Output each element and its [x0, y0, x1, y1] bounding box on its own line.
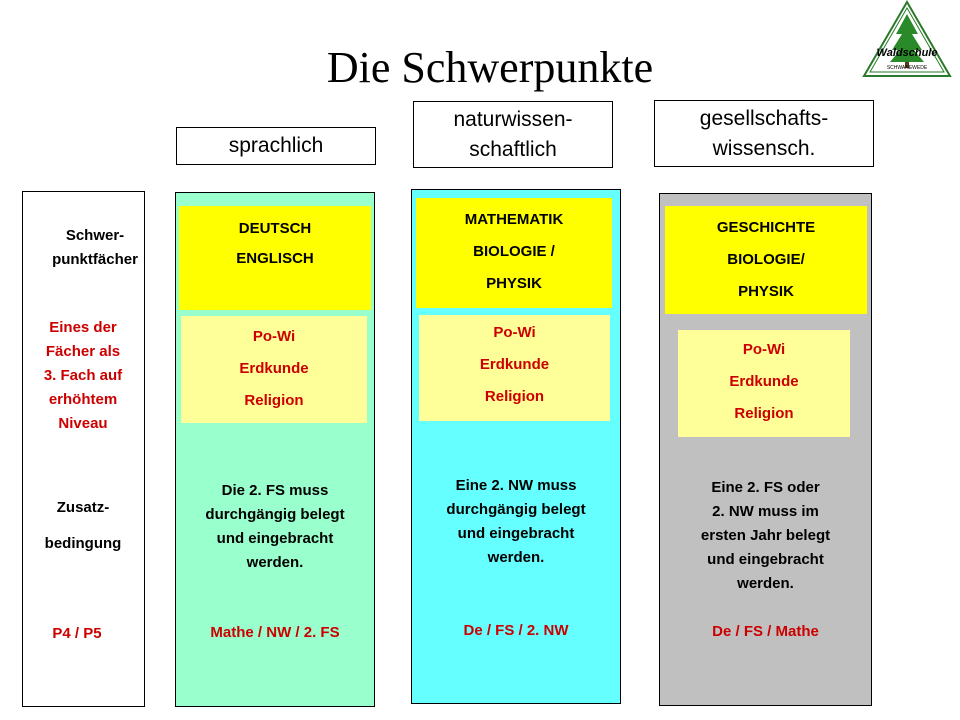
condition-line: werden.: [246, 554, 304, 571]
logo-subtext: SCHWANEWEDE: [886, 65, 928, 71]
gesell-condition: [659, 476, 872, 596]
natur-third-subjects: [419, 315, 610, 421]
subject-item: MATHEMATIK: [464, 211, 564, 228]
third-subject-item: Po-Wi: [493, 324, 536, 341]
subject-item: PHYSIK: [486, 275, 542, 292]
subject-item: BIOLOGIE/: [727, 251, 805, 268]
third-subject-item: Erdkunde: [729, 373, 799, 390]
natur-condition: [411, 474, 621, 570]
side-eines-line: Niveau: [58, 415, 108, 432]
third-subject-item: Po-Wi: [742, 341, 786, 358]
sprachlich-condition: [175, 479, 375, 575]
third-subject-item: Po-Wi: [252, 328, 296, 345]
subject-item: BIOLOGIE /: [473, 243, 555, 260]
side-eines-line: Fächer als: [45, 343, 121, 360]
condition-line: durchgängig belegt: [205, 506, 345, 523]
condition-line: und eingebracht: [707, 551, 824, 568]
side-schwerpunkt-label: [40, 224, 150, 272]
side-zusatz-line1: Zusatz-: [56, 499, 110, 516]
header-naturwissenschaftlich: [413, 101, 613, 168]
natur-main-subjects: [416, 198, 612, 308]
condition-line: 2. NW muss im: [712, 503, 819, 520]
side-drittes-fach-label: [28, 316, 138, 436]
subject-item: DEUTSCH: [238, 220, 312, 237]
sprachlich-main-subjects: [179, 206, 371, 310]
side-eines-line: Eines der: [49, 319, 117, 336]
side-schwer-line1: Schwer-: [65, 227, 125, 244]
gesell-main-subjects: [665, 206, 867, 314]
condition-line: Die 2. FS muss: [221, 482, 329, 499]
side-zusatz-line2: bedingung: [44, 535, 122, 552]
side-eines-line: 3. Fach auf: [43, 367, 123, 384]
side-schwer-line2: punktfächer: [52, 251, 138, 268]
side-p4p5-label: P4 / P5: [52, 625, 102, 642]
header-sprachlich: [176, 127, 376, 165]
third-subject-item: Erdkunde: [479, 356, 550, 373]
subject-item: ENGLISCH: [236, 250, 314, 267]
condition-line: und eingebracht: [216, 530, 334, 547]
third-subject-item: Religion: [244, 392, 304, 409]
subject-item: GESCHICHTE: [716, 219, 816, 236]
condition-line: ersten Jahr belegt: [700, 527, 831, 544]
gesell-third-subjects: [678, 330, 850, 437]
third-subject-item: Religion: [734, 405, 794, 422]
gesell-p4p5: De / FS / Mathe: [712, 623, 819, 640]
header-natur-line1: naturwissen-: [453, 107, 573, 131]
header-gesell-line1: gesellschafts-: [699, 106, 829, 130]
sprachlich-third-subjects: [181, 316, 367, 423]
header-natur-line2: schaftlich: [469, 137, 557, 161]
header-sprachlich-label: sprachlich: [228, 134, 324, 157]
condition-line: durchgängig belegt: [446, 501, 586, 518]
third-subject-item: Erdkunde: [239, 360, 309, 377]
condition-line: und eingebracht: [457, 525, 575, 542]
third-subject-item: Religion: [484, 388, 545, 405]
header-gesellschaftswissenschaftlich: [654, 100, 874, 167]
subject-item: PHYSIK: [738, 283, 794, 300]
condition-line: werden.: [737, 575, 794, 592]
natur-p4p5: De / FS / 2. NW: [463, 622, 569, 639]
condition-line: Eine 2. FS oder: [711, 479, 820, 496]
side-eines-line: erhöhtem: [48, 391, 118, 408]
condition-line: Eine 2. NW muss: [455, 477, 577, 494]
side-zusatzbedingung-label: [28, 490, 138, 562]
logo-text: Waldschule: [876, 47, 938, 59]
page-title: Die Schwerpunkte: [326, 43, 654, 92]
sprachlich-p4p5: Mathe / NW / 2. FS: [210, 624, 340, 641]
school-logo: [862, 0, 952, 78]
condition-line: werden.: [487, 549, 545, 566]
header-gesell-line2: wissensch.: [712, 136, 816, 160]
